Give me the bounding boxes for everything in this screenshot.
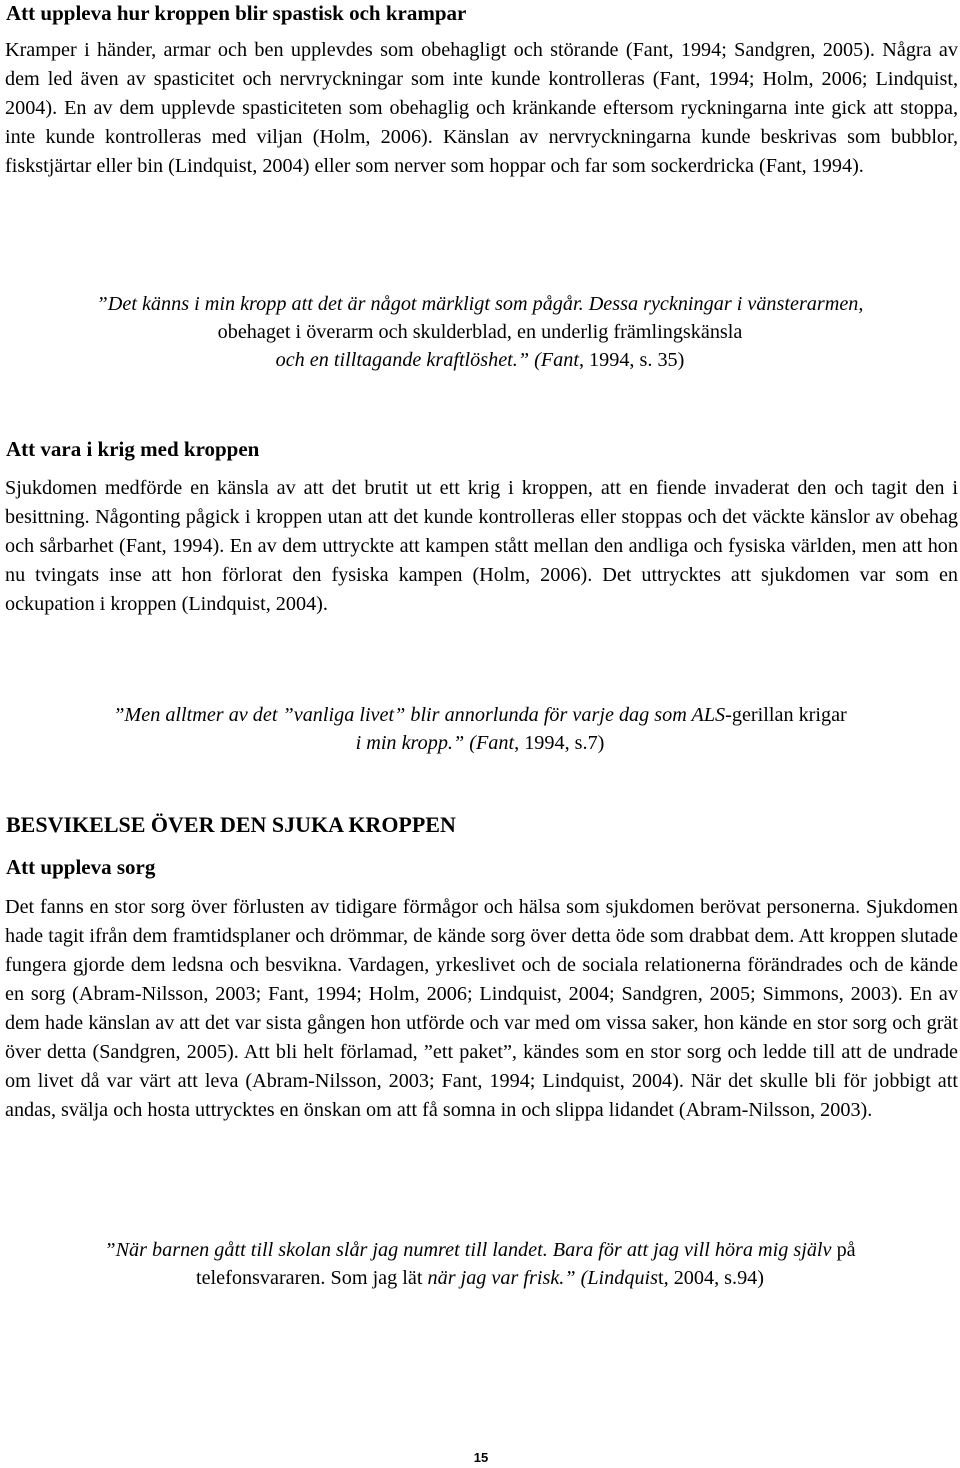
heading-spasticity: Att uppleva hur kroppen blir spastisk och krampar	[6, 1, 467, 25]
quote-fant-war	[0, 701, 960, 757]
quote-line-2: obehaget i överarm och skulderblad, en underlig främlingskänsla	[217, 321, 743, 343]
quote-line-1: ”När barnen gått till skolan slår jag numret till landet. Bara för att jag vill höra mig själv på	[104, 1239, 856, 1261]
quote-lindquist	[0, 1236, 960, 1292]
heading-sorrow: Att uppleva sorg	[6, 855, 156, 879]
quote-fant-spasticity	[0, 290, 960, 374]
heading-war: Att vara i krig med kroppen	[6, 437, 260, 461]
paragraph-sorrow: Det fanns en stor sorg över förlusten av tidigare förmågor och hälsa som sjukdomen berövat personerna. Sjukdomen hade tagit ifrån dem framtidsplaner och drömmar, de kände sorg över detta öde som drabbat dem. Att kroppen slutade fungera gjorde dem ledsna och besvikna. Vardagen, yrkeslivet och de sociala relationerna förändrades och de kände en sorg (Abram-Nilsson, 2003; Fant, 1994; Holm, 2006; Lindquist, 2004; Sandgren, 2005; Simmons, 2003). En av dem hade känslan av att det var sista gången hon utförde och var med om vissa saker, hon kände en stor sorg och grät över detta (Sandgren, 2005). Att bli helt förlamad, ”ett paket”, kändes som en stor sorg och ledde till att de undrade om livet då var värt att leva (Abram-Nilsson, 2003; Fant, 1994; Lindquist, 2004). När det skulle bli för jobbigt att andas, svälja och hosta uttrycktes en önskan om att få somna in och slippa lidandet (Abram-Nilsson, 2003).	[5, 896, 958, 1121]
paragraph-spasticity: Kramper i händer, armar och ben upplevdes som obehagligt och störande (Fant, 1994; Sandgren, 2005). Några av dem led även av spasticitet och nervryckningar som inte kunde kontrolleras (Fant, 1994; Holm, 2006; Lindquist, 2004). En av dem upplevde spasticiteten som obehaglig och kränkande eftersom ryckningarna inte gick att stoppa, inte kunde kontrolleras med viljan (Holm, 2006). Känslan av nervryckningarna kunde beskrivas som bubblor, fiskstjärtar eller bin (Lindquist, 2004) eller som nerver som hoppar och far som sockerdricka (Fant, 1994).	[5, 39, 958, 177]
paragraph-war: Sjukdomen medförde en känsla av att det brutit ut ett krig i kroppen, att en fiende invaderat den och tagit den i besittning. Någonting pågick i kroppen utan att det kunde kontrolleras eller stoppas och det väckte känslor av obehag och sårbarhet (Fant, 1994). En av dem uttryckte att kampen stått mellan den andliga och fysiska världen, men att hon nu tvingats inse att hon förlorat den fysiska kampen (Holm, 2006). Det uttrycktes att sjukdomen var som en ockupation i kroppen (Lindquist, 2004).	[5, 477, 958, 615]
quote-line-2: telefonsvararen. Som jag lät när jag var frisk.” (Lindquist, 2004, s.94)	[195, 1267, 764, 1289]
quote-line-1: ”Det känns i min kropp att det är något märkligt som pågår. Dessa ryckningar i vänsterarmen,	[96, 293, 864, 315]
section-heading-disappointment: BESVIKELSE ÖVER DEN SJUKA KROPPEN	[6, 812, 456, 837]
quote-line-1: ”Men alltmer av det ”vanliga livet” blir annorlunda för varje dag som ALS-gerillan krigar	[113, 704, 847, 726]
page-number: 15	[473, 1450, 489, 1465]
quote-line-3: och en tilltagande kraftlöshet.” (Fant, 1994, s. 35)	[275, 349, 685, 371]
quote-line-2: i min kropp.” (Fant, 1994, s.7)	[355, 732, 605, 754]
